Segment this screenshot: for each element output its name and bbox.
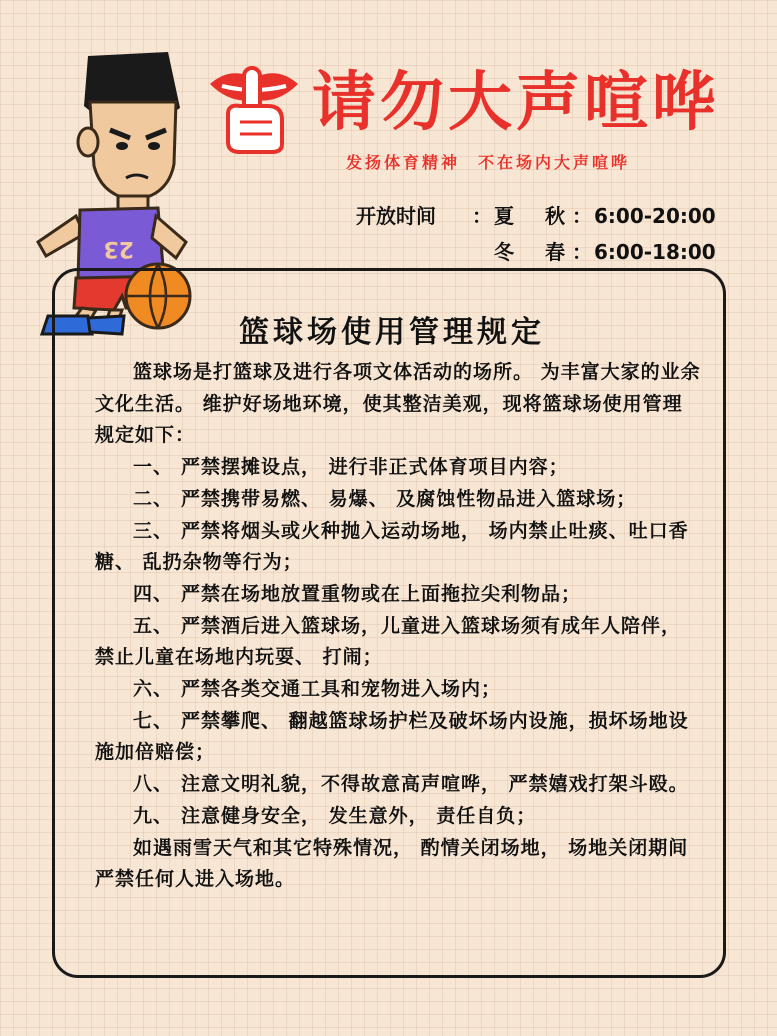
slogan [346,150,746,173]
rule-text: 严禁携带易燃、 易爆、 及腐蚀性物品进入篮球场； [181,487,637,510]
season-winter-spring: 冬 春 [494,240,577,264]
slogan-part-1: 发扬体育精神 [346,153,461,172]
rule-number: 二、 [133,487,174,510]
hours-label: 开放时间 [356,204,436,228]
rule-item [95,801,701,833]
slogan-part-2: 不在场内大声喧哗 [478,153,631,172]
colon: ： [472,204,492,228]
rules-intro: 篮球场是打篮球及进行各项文体活动的场所。 为丰富大家的业余文化生活。 维护好场地环境，使其整洁美观，现将篮球场使用管理规定如下： [95,361,701,447]
rule-item [95,769,701,801]
rule-text: 严禁在场地放置重物或在上面拖拉尖利物品； [181,582,582,605]
rule-item [95,611,701,674]
rule-text: 严禁摆摊设点， 进行非正式体育项目内容； [181,456,569,479]
svg-text:23: 23 [103,236,134,261]
rules-closing: 如遇雨雪天气和其它特殊情况， 酌情关闭场地， 场地关闭期间严禁任何人进入场地。 [95,836,689,891]
colon: ： [572,240,592,264]
rule-item [95,452,701,484]
time-winter-spring: 6:00-18:00 [594,240,716,264]
rules-body [95,357,701,896]
rule-number: 八、 [133,773,174,796]
rule-number: 三、 [133,519,174,542]
season-summer-autumn: 夏 秋 [494,204,577,228]
rules-title: 篮球场使用管理规定 [239,315,545,350]
rule-text: 注意文明礼貌，不得故意高声喧哗， 严禁嬉戏打架斗殴。 [181,773,689,796]
shush-finger-lips-icon [206,60,302,156]
rule-item [95,579,701,611]
rules-panel [52,268,726,978]
rule-text: 注意健身安全， 发生意外， 责任自负； [181,804,537,827]
rule-text: 严禁攀爬、 翻越篮球场护栏及破坏场内设施，损坏场地设施加倍赔偿； [95,709,689,764]
rule-text: 严禁将烟头或火种抛入运动场地， 场内禁止吐痰、吐口香糖、 乱扔杂物等行为； [95,519,689,574]
hours-row-summer-autumn [356,198,756,234]
rule-number: 六、 [133,678,174,701]
rule-item [95,674,701,706]
rule-text: 严禁各类交通工具和宠物进入场内； [181,678,502,701]
rule-item [95,516,701,579]
rule-number: 五、 [133,614,174,637]
opening-hours [356,198,756,270]
rule-number: 七、 [133,709,174,732]
rule-text: 严禁酒后进入篮球场，儿童进入篮球场须有成年人陪伴， 禁止儿童在场地内玩耍、 打闹； [95,614,682,669]
time-summer-autumn: 6:00-20:00 [594,204,716,228]
rule-number: 九、 [133,804,174,827]
rule-item [95,706,701,769]
rule-number: 一、 [133,456,174,479]
page-title: 请勿大声喧哗 [312,66,720,140]
colon: ： [572,204,592,228]
rule-item [95,484,701,516]
hours-row-winter-spring [356,234,756,270]
rule-number: 四、 [133,582,174,605]
